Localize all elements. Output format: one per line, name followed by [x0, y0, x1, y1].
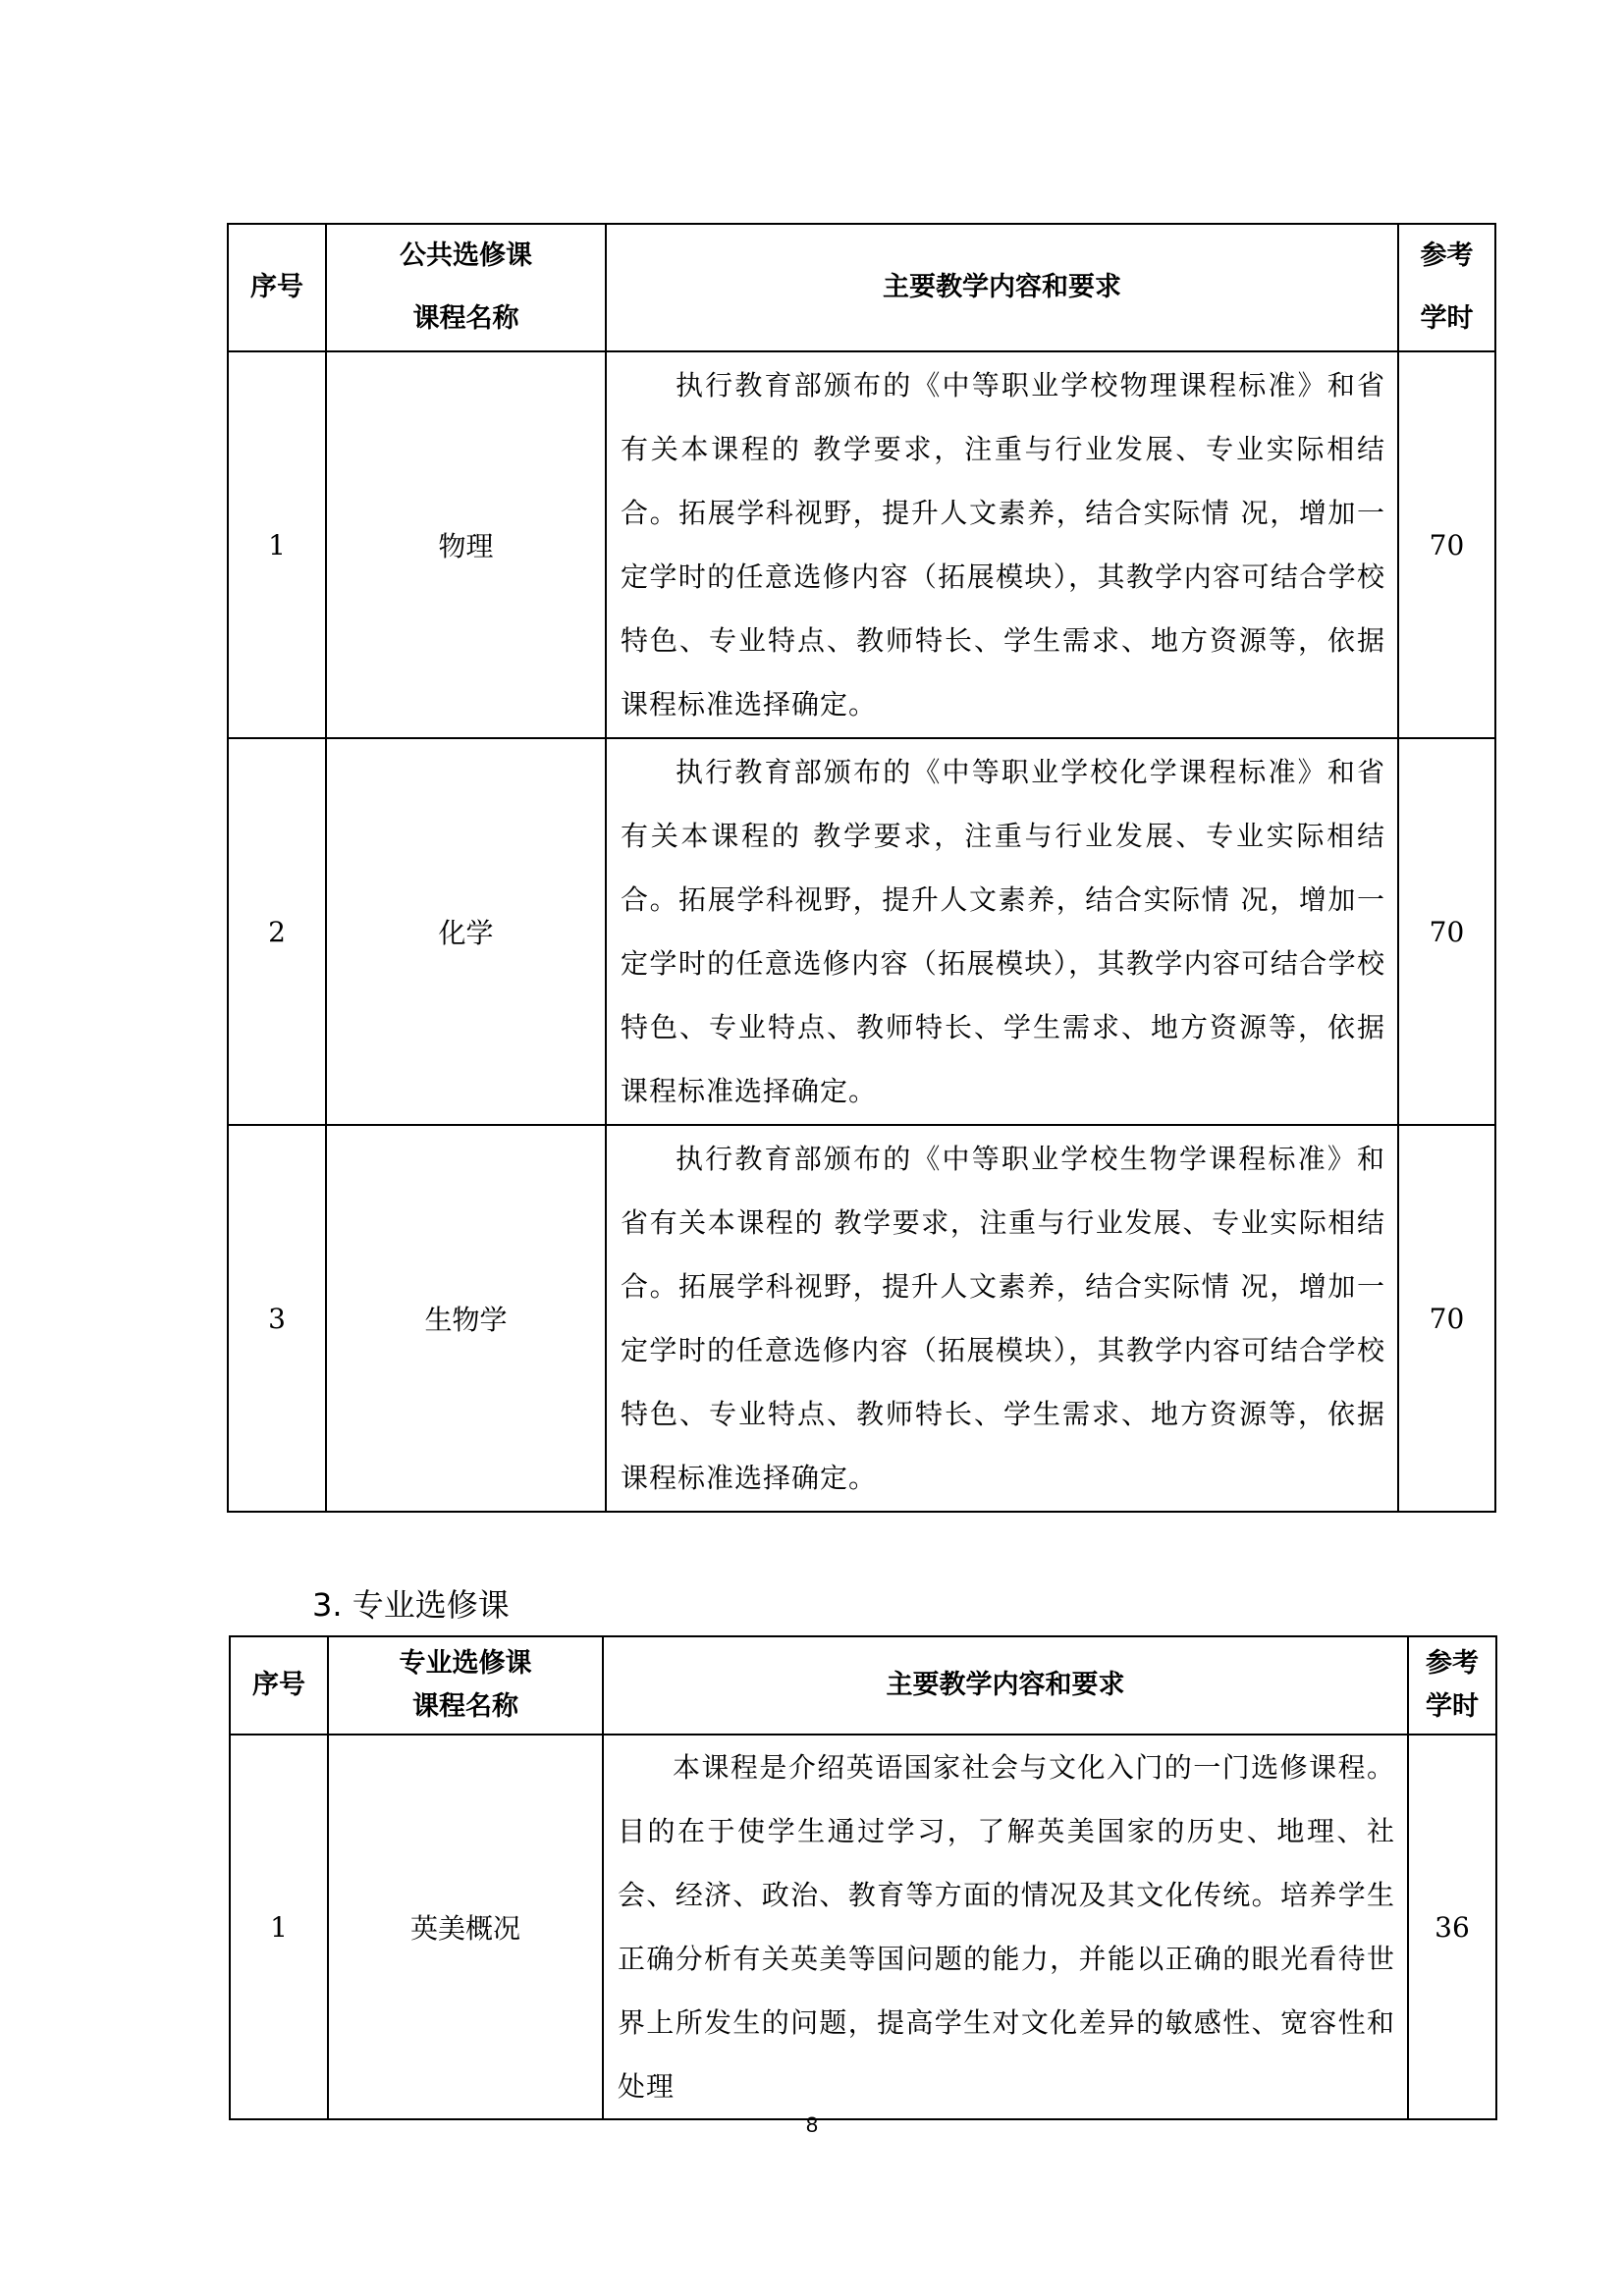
header-course-name-line2: 课程名称: [412, 303, 519, 334]
header-course-name-line1: 公共选修课: [400, 240, 532, 271]
row-content: 执行教育部颁布的《中等职业学校生物学课程标准》和省有关本课程的 教学要求，注重与行业发展、专业实际相结合。拓展学科视野，提升人文素养，结合实际情 况，增加一定学时的任意选修内容（拓展模块），其教学内容可结合学校特色、专业特点、教师特长、学生需求、地方资源等，依据课程标准选择确定。: [606, 1125, 1398, 1512]
public-elective-table: [227, 223, 1496, 1513]
row-index: 1: [230, 1735, 328, 2119]
row-course-name: 化学: [326, 738, 606, 1125]
table-row: [230, 1735, 1496, 2119]
header-course-name: [328, 1636, 603, 1735]
row-course-name: 生物学: [326, 1125, 606, 1512]
row-hours: 70: [1398, 1125, 1495, 1512]
header-hours-line1: 参考: [1420, 240, 1474, 271]
row-index: 3: [228, 1125, 326, 1512]
page-number: 8: [805, 2112, 819, 2137]
row-hours: 70: [1398, 351, 1495, 738]
header-content: 主要教学内容和要求: [606, 224, 1398, 351]
header-hours-line2: 学时: [1420, 303, 1474, 334]
header-hours: [1398, 224, 1495, 351]
row-course-name: 物理: [326, 351, 606, 738]
table-row: [228, 1125, 1495, 1512]
row-content: 执行教育部颁布的《中等职业学校物理课程标准》和省有关本课程的 教学要求，注重与行业发展、专业实际相结合。拓展学科视野，提升人文素养，结合实际情 况，增加一定学时的任意选修内容（拓展模块），其教学内容可结合学校特色、专业特点、教师特长、学生需求、地方资源等，依据课程标准选择确定。: [606, 351, 1398, 738]
header-content: 主要教学内容和要求: [603, 1636, 1408, 1735]
professional-elective-table: [229, 1635, 1497, 2120]
header-index: 序号: [230, 1636, 328, 1735]
header-course-name-line2: 课程名称: [412, 1691, 518, 1722]
row-hours: 70: [1398, 738, 1495, 1125]
header-course-name-line1: 专业选修课: [399, 1648, 532, 1679]
header-index: 序号: [228, 224, 326, 351]
header-hours-line2: 学时: [1426, 1691, 1479, 1722]
table-row: [228, 351, 1495, 738]
row-hours: 36: [1408, 1735, 1496, 2119]
header-hours: [1408, 1636, 1496, 1735]
row-content: 本课程是介绍英语国家社会与文化入门的一门选修课程。目的在于使学生通过学习，了解英美国家的历史、地理、社会、经济、政治、教育等方面的情况及其文化传统。培养学生正确分析有关英美等国问题的能力，并能以正确的眼光看待世界上所发生的问题，提高学生对文化差异的敏感性、宽容性和处理: [603, 1735, 1408, 2119]
header-hours-line1: 参考: [1426, 1648, 1479, 1679]
row-index: 2: [228, 738, 326, 1125]
table-row: [228, 738, 1495, 1125]
row-content: 执行教育部颁布的《中等职业学校化学课程标准》和省有关本课程的 教学要求，注重与行业发展、专业实际相结合。拓展学科视野，提升人文素养，结合实际情 况，增加一定学时的任意选修内容（拓展模块），其教学内容可结合学校特色、专业特点、教师特长、学生需求、地方资源等，依据课程标准选择确定。: [606, 738, 1398, 1125]
section-title: 3. 专业选修课: [312, 1586, 510, 1624]
header-course-name: [326, 224, 606, 351]
row-index: 1: [228, 351, 326, 738]
table-header-row: [230, 1636, 1496, 1735]
table-header-row: [228, 224, 1495, 351]
row-course-name: 英美概况: [328, 1735, 603, 2119]
